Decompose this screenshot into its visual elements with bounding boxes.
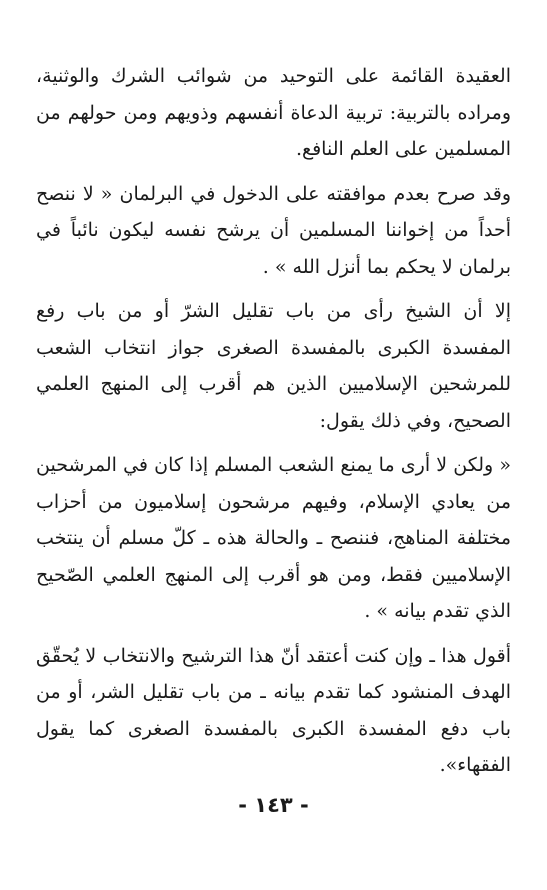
paragraph: « ولكن لا أرى ما يمنع الشعب المسلم إذا كان في المرشحين من يعادي الإسلام، وفيهم مرشحون إسلاميون من أحزاب مختلفة المناهج، فننصح ـ والحالة هذه ـ كلّ مسلم أن ينتخب الإسلاميين فقط، ومن هو أقرب إلى المنهج العلمي الصّحيح الذي تقدم بيانه » .	[36, 454, 512, 622]
page-number: - ١٤٣ -	[238, 793, 309, 817]
paragraph: أقول هذا ـ وإن كنت أعتقد أنّ هذا الترشيح والانتخاب لا يُحقّق الهدف المنشود كما تقدم بيانه ـ من باب تقليل الشر، أو من باب دفع المفسدة الكبرى بالمفسدة الصغرى كما يقول الفقهاء».	[36, 644, 511, 776]
paragraph: إلا أن الشيخ رأى من باب تقليل الشرّ أو من باب رفع المفسدة الكبرى بالمفسدة الصغرى جواز انتخاب الشعب للمرشحين الإسلاميين الذين هم أقرب إلى المنهج العلمي الصحيح، وفي ذلك يقول:	[36, 300, 511, 432]
paragraph: العقيدة القائمة على التوحيد من شوائب الشرك والوثنية، ومراده بالتربية: تربية الدعاة أنفسهم وذويهم ومن حولهم من المسلمين على العلم النافع.	[36, 65, 511, 160]
paragraph: وقد صرح بعدم موافقته على الدخول في البرلمان « لا ننصح أحداً من إخواننا المسلمين أن يرشح نفسه ليكون نائباً في برلمان لا يحكم بما أنزل الله » .	[36, 182, 511, 278]
page-body-text	[36, 58, 511, 784]
